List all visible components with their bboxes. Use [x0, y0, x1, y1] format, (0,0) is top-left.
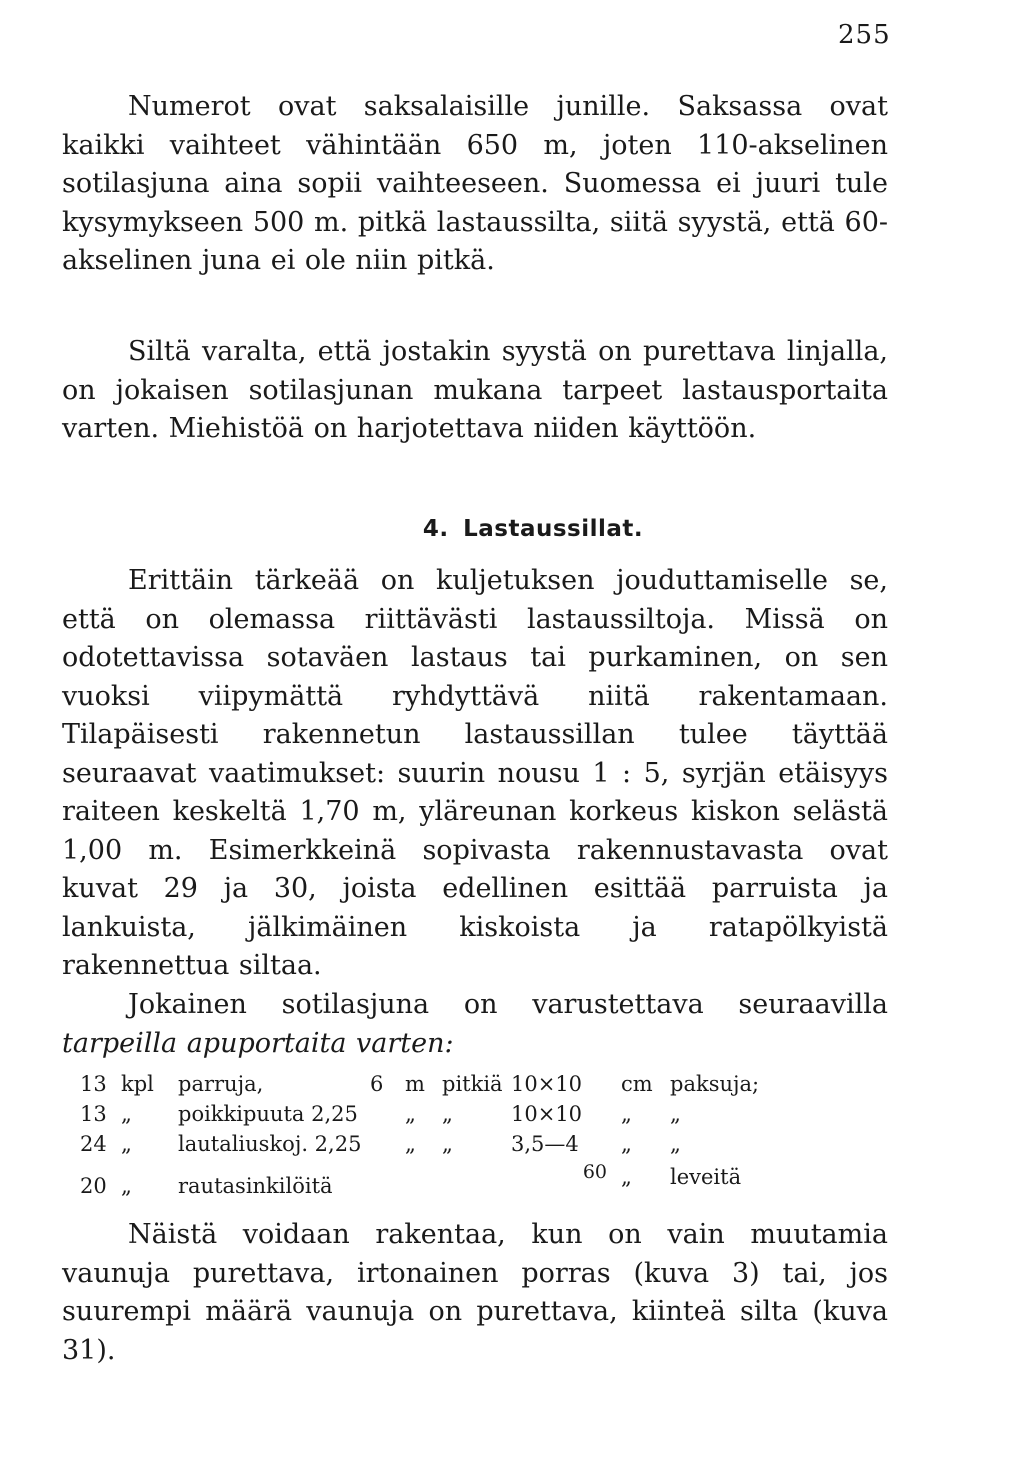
paragraph-text: Numerot ovat saksalaisille junille. Saksassa ovat kaikki vaihteet vähintään 650 m, joten 110-akselinen sotilasjuna aina sopii vaihteeseen. Suomessa ei juuri tule kysymykseen 500 m. pitkä lastaussilta, siitä syystä, että 60-akselinen juna ei ole niin pitkä. [62, 91, 888, 276]
list-item [80, 1126, 766, 1156]
item-unit: „ [121, 1132, 132, 1156]
item-count: 24 [80, 1132, 107, 1156]
item-dimension-unit: „ [621, 1132, 632, 1156]
item-length [370, 1156, 405, 1198]
list-item [80, 1096, 766, 1126]
paragraph-unloading [62, 333, 888, 449]
list-item [80, 1066, 766, 1096]
item-name: rautasinkilöitä [178, 1174, 333, 1198]
item-name: lautaliuskoj. 2,25 [178, 1132, 362, 1156]
paragraph-text: Siltä varalta, että jostakin syystä on purettava linjalla, on jokaisen sotilasjunan mukana tarpeet lastausportaita varten. Miehistöä on harjotettava niiden käyttöön. [62, 336, 888, 444]
item-description: „ [670, 1132, 681, 1156]
list-item [80, 1156, 766, 1198]
item-long-label: pitkiä [442, 1072, 503, 1096]
item-length [370, 1126, 405, 1156]
item-long-label [442, 1156, 511, 1198]
item-long-label: „ [442, 1102, 453, 1126]
item-length-unit [405, 1156, 442, 1198]
item-description: „ [670, 1102, 681, 1126]
item-name: parruja, [178, 1072, 264, 1096]
item-dimension-unit: „ [621, 1165, 632, 1189]
item-length-unit: „ [405, 1102, 416, 1126]
paragraph-trains [62, 88, 888, 281]
section-title: Lastaussillat. [463, 516, 644, 542]
section-heading [0, 516, 1024, 542]
item-count: 13 [80, 1102, 107, 1126]
item-length [370, 1096, 405, 1126]
item-count: 20 [80, 1174, 107, 1198]
item-dimension: 10×10 [511, 1102, 583, 1126]
item-count: 13 [80, 1072, 107, 1096]
item-description: leveitä [670, 1165, 742, 1189]
item-name: poikkipuuta 2,25 [178, 1102, 358, 1126]
item-unit: „ [121, 1174, 132, 1198]
item-dimension: 3,5—4 [511, 1132, 579, 1156]
paragraph-italic-text: tarpeilla apuportaita varten: [62, 1027, 454, 1059]
item-dimension: 60 [582, 1161, 607, 1183]
paragraph-text: Jokainen sotilasjuna on varustettava seuraavilla [128, 989, 888, 1020]
item-description: paksuja; [670, 1072, 760, 1096]
section-number: 4. [422, 516, 449, 542]
item-dimension: 10×10 [511, 1072, 583, 1096]
paragraph-construction [62, 1216, 888, 1370]
page-number: 255 [838, 20, 891, 50]
paragraph-text: Näistä voidaan rakentaa, kun on vain muutamia vaunuja purettava, irtonainen porras (kuva 3) tai, jos suurempi määrä vaunuja on purettava, kiinteä silta (kuva 31). [62, 1219, 888, 1366]
item-unit: kpl [121, 1072, 154, 1096]
item-dimension-unit: „ [621, 1102, 632, 1126]
item-dimension-cell [511, 1156, 621, 1198]
item-unit: „ [121, 1102, 132, 1126]
equipment-list [80, 1066, 766, 1198]
paragraph-loading-bridges [62, 562, 888, 986]
paragraph-text: Erittäin tärkeää on kuljetuksen jouduttamiselle se, että on olemassa riittävästi lastaussiltoja. Missä on odotettavissa sotaväen lastaus tai purkaminen, on sen vuoksi viipymättä ryhdyttävä niitä rakentamaan. Tilapäisesti rakennetun lastaussillan tulee täyttää seuraavat vaatimukset: suurin nousu 1 : 5, syrjän etäisyys raiteen keskeltä 1,70 m, yläreunan korkeus kiskon selästä 1,00 m. Esimerkkeinä sopivasta rakennustavasta ovat kuvat 29 ja 30, joista edellinen esittää parruista ja lankuista, jälkimäinen kiskoista ja ratapölkyistä rakennettua siltaa. [62, 565, 888, 981]
item-length-unit: „ [405, 1132, 416, 1156]
item-length-unit: m [405, 1072, 425, 1096]
paragraph-equipment [62, 986, 888, 1063]
item-long-label: „ [442, 1132, 453, 1156]
item-dimension-unit: cm [621, 1072, 653, 1096]
item-length: 6 [370, 1072, 384, 1096]
